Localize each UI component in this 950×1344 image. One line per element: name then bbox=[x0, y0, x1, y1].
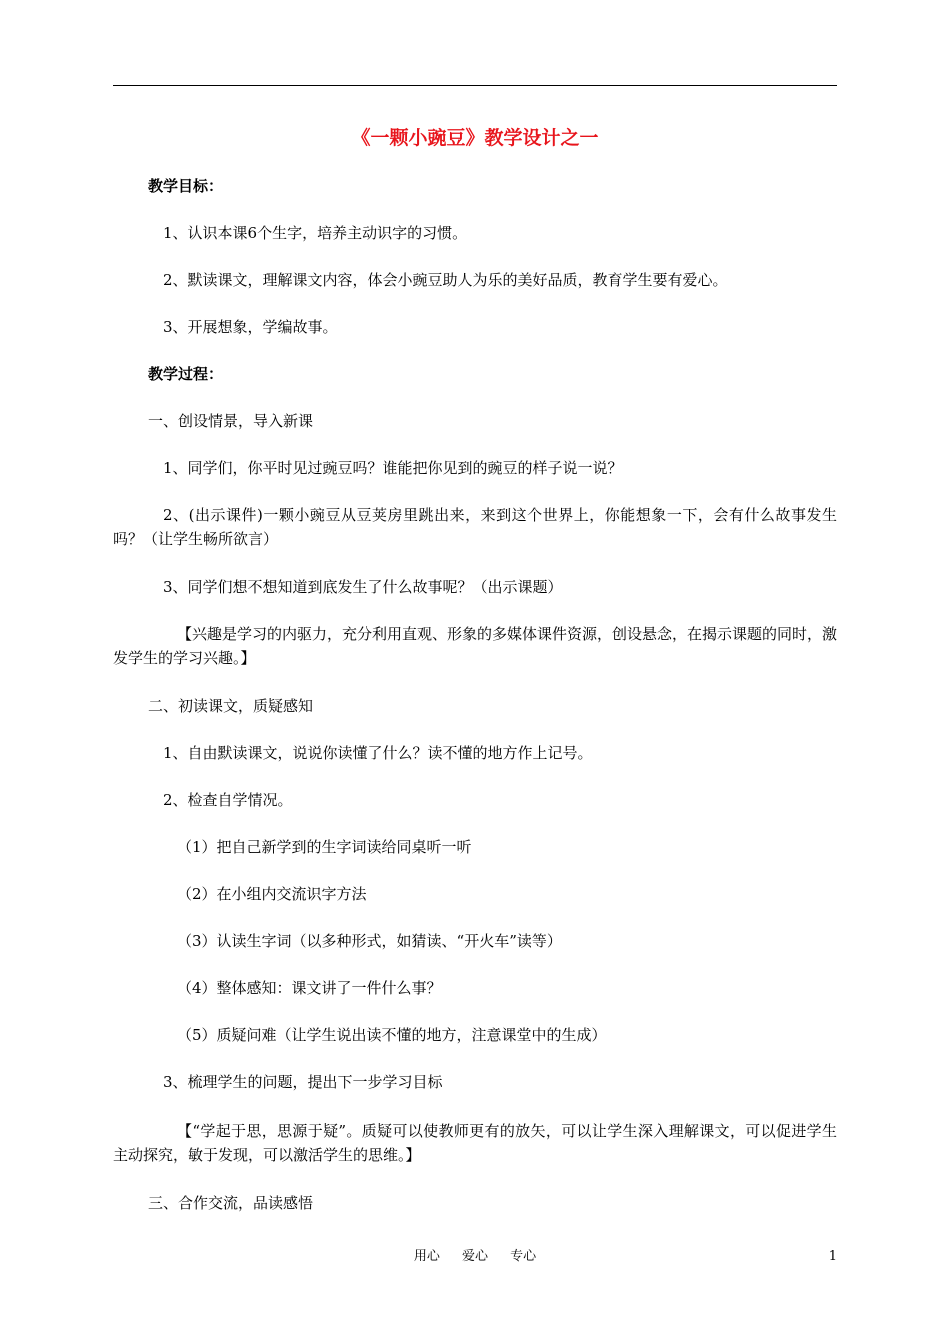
document-title: 《一颗小豌豆》教学设计之一 bbox=[351, 127, 599, 149]
section1-item-1: 1、同学们，你平时见过豌豆吗？谁能把你见到的豌豆的样子说一说？ bbox=[163, 459, 623, 477]
section2-note: 【“学起于思，思源于疑”。质疑可以使教师更有的放矢，可以让学生深入理解课文，可以促进学生主动探究，敏于发现，可以激活学生的思维。】 bbox=[113, 1122, 837, 1164]
section2-heading: 二、初读课文，质疑感知 bbox=[148, 697, 314, 715]
goal-item-3: 3、开展想象，学编故事。 bbox=[163, 318, 338, 336]
section2-item-1: 1、自由默读课文，说说你读懂了什么？读不懂的地方作上记号。 bbox=[163, 744, 593, 762]
section3-heading: 三、合作交流，品读感悟 bbox=[148, 1194, 314, 1212]
section1-item-3: 3、同学们想不想知道到底发生了什么故事呢？（出示课题） bbox=[163, 578, 563, 596]
section1-heading: 一、创设情景，导入新课 bbox=[148, 412, 314, 430]
header-rule bbox=[113, 85, 837, 86]
section2-subitem-2: （2）在小组内交流识字方法 bbox=[177, 885, 367, 903]
goal-item-2: 2、默读课文，理解课文内容，体会小豌豆助人为乐的美好品质，教育学生要有爱心。 bbox=[163, 271, 728, 289]
footer-word: 用心 bbox=[413, 1249, 440, 1264]
section2-subitem-3: （3）认读生字词（以多种形式，如猜读、“开火车”读等） bbox=[177, 932, 562, 950]
process-heading: 教学过程： bbox=[148, 365, 224, 383]
section2-subitem-5: （5）质疑问难（让学生说出读不懂的地方，注意课堂中的生成） bbox=[177, 1026, 607, 1044]
footer-word: 专心 bbox=[510, 1249, 537, 1264]
section2-subitem-1: （1）把自己新学到的生字词读给同桌听一听 bbox=[177, 838, 472, 856]
section1-note: 【兴趣是学习的内驱力，充分利用直观、形象的多媒体课件资源，创设悬念，在揭示课题的同时，激发学生的学习兴趣。】 bbox=[113, 625, 838, 667]
page-number: 1 bbox=[828, 1249, 837, 1264]
goals-heading: 教学目标： bbox=[148, 177, 224, 195]
section1-item-2: 2、(出示课件)一颗小豌豆从豆荚房里跳出来，来到这个世界上，你能想象一下，会有什么故事发生吗？（让学生畅所欲言） bbox=[113, 506, 837, 548]
section2-item-2: 2、检查自学情况。 bbox=[163, 791, 293, 809]
footer-word: 爱心 bbox=[461, 1249, 488, 1264]
goal-item-1: 1、认识本课6个生字，培养主动识字的习惯。 bbox=[163, 224, 468, 242]
page-footer bbox=[0, 1247, 950, 1267]
section2-subitem-4: （4）整体感知：课文讲了一件什么事？ bbox=[177, 979, 442, 997]
section2-item-3: 3、梳理学生的问题，提出下一步学习目标 bbox=[163, 1073, 443, 1091]
